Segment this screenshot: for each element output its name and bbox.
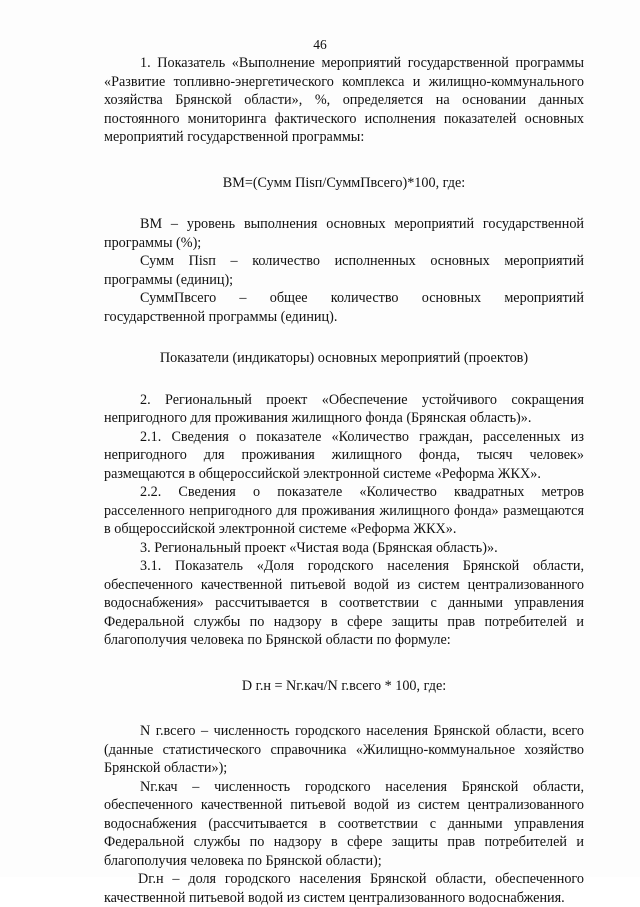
definition-vm: ВМ – уровень выполнения основных мероприятий государственной программы (%); xyxy=(104,216,584,251)
definition-summ-pisp: Сумм Пisп – количество исполненных основных мероприятий программы (единиц); xyxy=(104,253,584,288)
paragraph-3-1: 3.1. Показатель «Доля городского населения Брянской области, обеспеченного качественной питьевой водой из систем централизованного водоснабжения» рассчитывается в соответствии с данными управления Федеральной службы по надзору в сфере защиты прав потребителей и благополучия человека по Брянской области по формуле: xyxy=(104,558,584,648)
document-body xyxy=(104,54,584,907)
paragraph-indicator-1: 1. Показатель «Выполнение мероприятий государственной программы «Развитие топливно-энергетического комплекса и жилищно-коммунального хозяйства Брянской области», %, определяется на основании данных постоянного мониторинга фактического исполнения показателей основных мероприятий государственной программы: xyxy=(104,55,584,145)
definition-summ-pvsego: СуммПвсего – общее количество основных мероприятий государственной программы (единиц). xyxy=(104,290,584,325)
definition-n-vsego: N г.всего – численность городского населения Брянской области, всего (данные статистического справочника «Жилищно-коммунальное хозяйство Брянской области»); xyxy=(104,723,584,776)
page-number: 46 xyxy=(313,37,327,52)
paragraph-project-3: 3. Региональный проект «Чистая вода (Брянская область)». xyxy=(140,539,498,556)
formula-vm: ВМ=(Сумм Пisп/СуммПвсего)*100, где: xyxy=(222,174,466,191)
definition-d-gn: Dг.н – доля городского населения Брянской области, обеспеченного качественной питьевой водой из систем централизованного водоснабжения. xyxy=(104,871,584,906)
paragraph-2-1: 2.1. Сведения о показателе «Количество граждан, расселенных из непригодного для проживания жилищного фонда, тысяч человек» размещаются в общероссийской электронной системе «Реформа ЖКХ». xyxy=(104,428,584,482)
section-heading: Показатели (индикаторы) основных мероприятий (проектов) xyxy=(159,350,529,366)
paragraph-project-2: 2. Региональный проект «Обеспечение устойчивого сокращения непригодного для проживания жилищного фонда (Брянская область)». xyxy=(104,391,584,426)
formula-dgn: D г.н = Nг.кач/N г.всего * 100, где: xyxy=(241,677,447,694)
definition-n-kach: Nг.кач – численность городского населения Брянской области, обеспеченного качественной питьевой водой из систем централизованного водоснабжения (рассчитывается в соответствии с данными управления Федеральной службы по надзору в сфере защиты прав потребителей и благополучия человека по Брянской области); xyxy=(104,778,584,869)
paragraph-2-2: 2.2. Сведения о показателе «Количество квадратных метров расселенного непригодного для проживания жилищного фонда» размещаются в общероссийской электронной системе «Реформа ЖКХ». xyxy=(104,484,584,537)
